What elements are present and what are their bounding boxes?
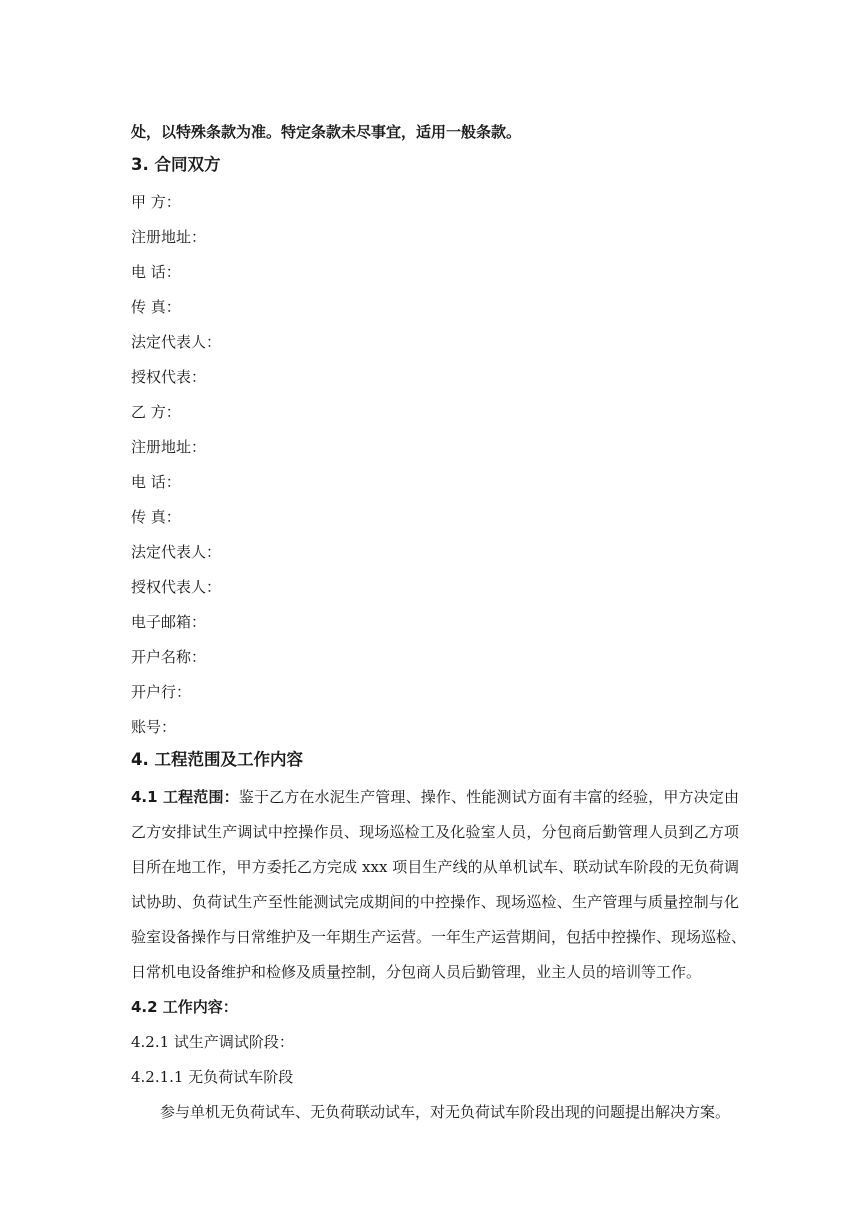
scope-label: 4.1 工程范围： bbox=[131, 788, 239, 806]
continuation-line: 处，以特殊条款为准。特定条款未尽事宜，适用一般条款。 bbox=[131, 123, 522, 141]
party-b-legal-rep-label: 法定代表人： bbox=[131, 543, 222, 561]
scope-line: 4.1 工程范围：鉴于乙方在水泥生产管理、操作、性能测试方面有丰富的经验，甲方决定由 bbox=[131, 788, 739, 806]
scope-line: 验室设备操作与日常维护及一年期生产运营。一年生产运营期间，包括中控操作、现场巡检、 bbox=[131, 928, 747, 946]
party-a-address-label: 注册地址： bbox=[131, 228, 207, 246]
party-b-phone-label: 电 话： bbox=[131, 473, 181, 491]
paragraph-4-2-1-1: 参与单机无负荷试车、无负荷联动试车，对无负荷试车阶段出现的问题提出解决方案。 bbox=[160, 1103, 731, 1121]
party-b-email-label: 电子邮箱： bbox=[131, 613, 207, 631]
subsection-4-2-1: 4.2.1 试生产调试阶段： bbox=[131, 1033, 294, 1051]
section-3-title: 3. 合同双方 bbox=[131, 155, 221, 174]
subsection-4-2-1-1: 4.2.1.1 无负荷试车阶段 bbox=[131, 1068, 294, 1086]
party-b-fax-label: 传 真： bbox=[131, 508, 181, 526]
scope-paragraph bbox=[131, 780, 747, 990]
scope-line: 日常机电设备维护和检修及质量控制，分包商人员后勤管理，业主人员的培训等工作。 bbox=[131, 963, 702, 981]
party-a-name-label: 甲 方： bbox=[131, 193, 181, 211]
party-a-legal-rep-label: 法定代表人： bbox=[131, 333, 222, 351]
party-a-phone-label: 电 话： bbox=[131, 263, 181, 281]
work-content-title: 4.2 工作内容： bbox=[131, 998, 238, 1016]
scope-line: 目所在地工作，甲方委托乙方完成 xxx 项目生产线的从单机试车、联动试车阶段的无负荷调 bbox=[131, 858, 739, 876]
party-b-account-name-label: 开户名称： bbox=[131, 648, 207, 666]
scope-line: 乙方安排试生产调试中控操作员、现场巡检工及化验室人员，分包商后勤管理人员到乙方项 bbox=[131, 823, 739, 841]
party-a-fax-label: 传 真： bbox=[131, 298, 181, 316]
party-a-auth-rep-label: 授权代表： bbox=[131, 368, 207, 386]
party-b-bank-label: 开户行： bbox=[131, 683, 192, 701]
party-b-auth-rep-label: 授权代表人： bbox=[131, 578, 222, 596]
party-b-account-no-label: 账号： bbox=[131, 718, 177, 736]
section-4-title: 4. 工程范围及工作内容 bbox=[131, 750, 303, 769]
party-b-address-label: 注册地址： bbox=[131, 438, 207, 456]
scope-line: 试协助、负荷试生产至性能测试完成期间的中控操作、现场巡检、生产管理与质量控制与化 bbox=[131, 893, 739, 911]
party-b-name-label: 乙 方： bbox=[131, 403, 181, 421]
